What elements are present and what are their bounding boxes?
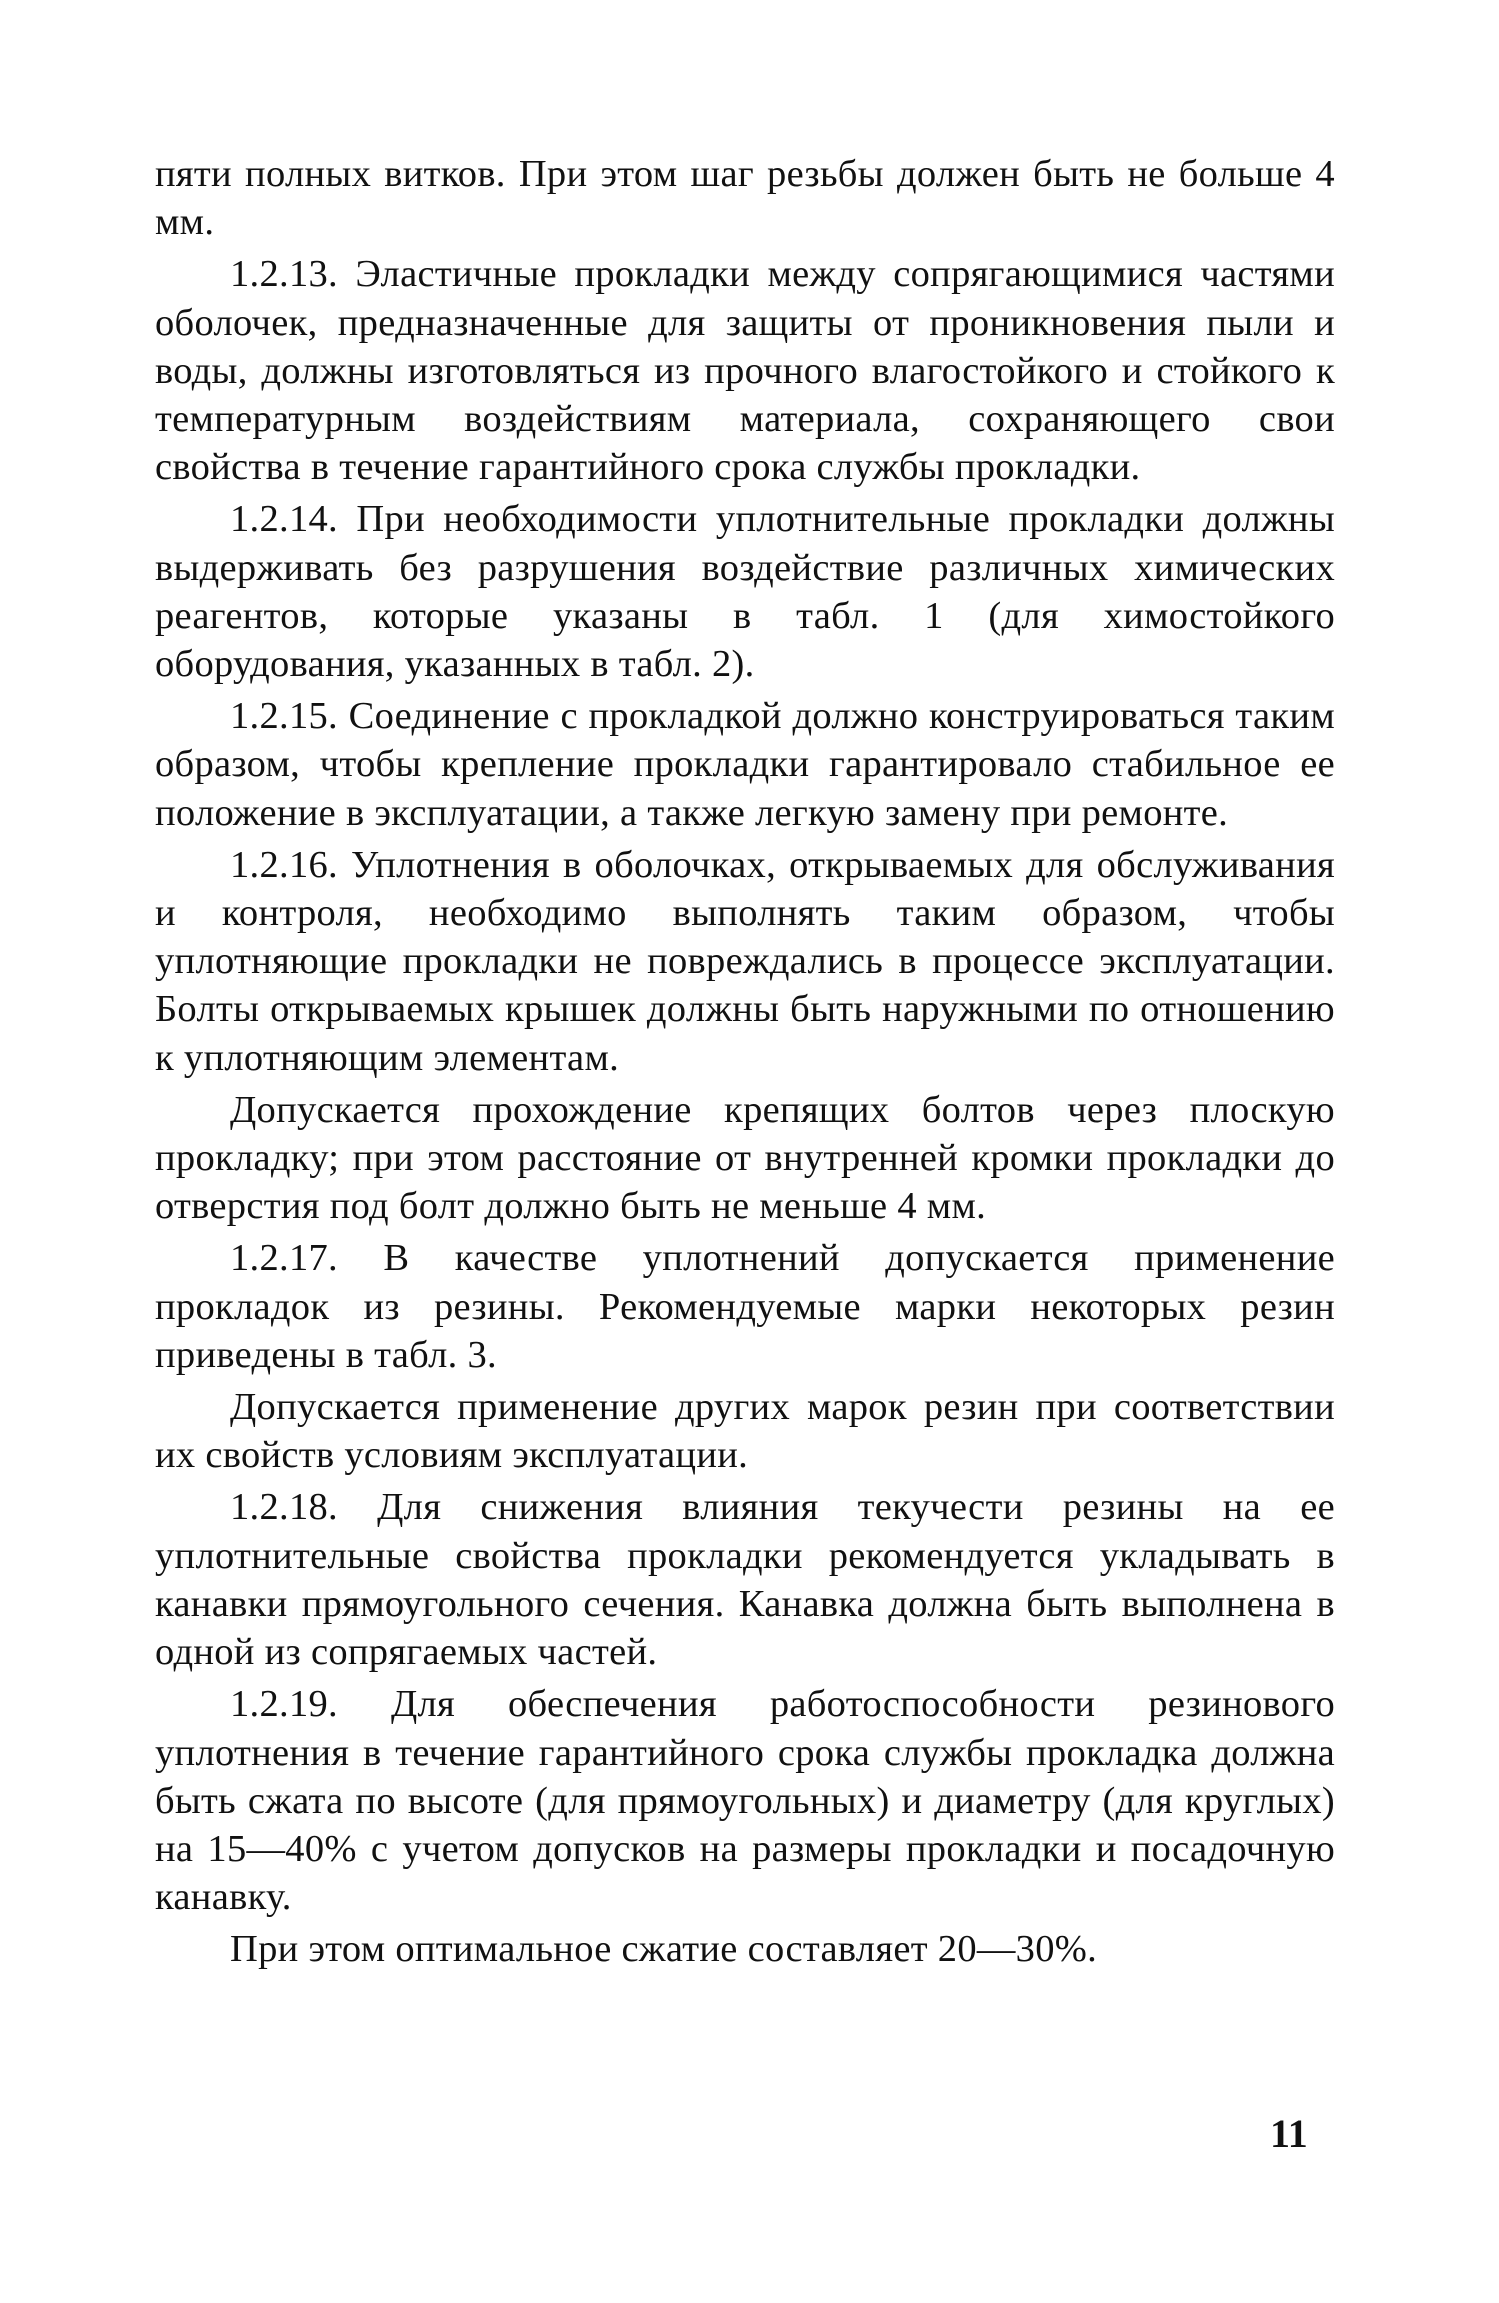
paragraph-1-2-18: 1.2.18. Для снижения влияния текучести резины на ее уплотнительные свойства прокладки рекомендуется укладывать в канавки прямоугольного сечения. Канавка должна быть выполнена в одной из сопрягаемых частей. [155,1486,1335,1674]
paragraph-continuation: пяти полных витков. При этом шаг резьбы должен быть не больше 4 мм. [155,153,1335,244]
paragraph-other-rubbers: Допускается применение других марок резин при соответствии их свойств условиям эксплуатации. [155,1386,1335,1477]
paragraph-1-2-13: 1.2.13. Эластичные прокладки между сопрягающимися частями оболочек, предназначенные для защиты от проникновения пыли и воды, должны изготовляться из прочного влагостойкого и стойкого к температурным воздействиям материала, сохраняющего свои свойства в течение гарантийного срока службы прокладки. [155,253,1335,489]
document-page [155,150,1335,1978]
paragraph-optimal-compression: При этом оптимальное сжатие составляет 20—30%. [230,1928,1098,1971]
paragraph-1-2-15: 1.2.15. Соединение с прокладкой должно конструироваться таким образом, чтобы крепление прокладки гарантировало стабильное ее положение в эксплуатации, а также легкую замену при ремонте. [155,695,1335,834]
paragraph-1-2-14: 1.2.14. При необходимости уплотнительные прокладки должны выдерживать без разрушения воздействие различных химических реагентов, которые указаны в табл. 1 (для химостойкого оборудования, указанных в табл. 2). [155,498,1335,686]
page-number: 11 [1270,2111,1308,2156]
paragraph-1-2-17: 1.2.17. В качестве уплотнений допускается применение прокладок из резины. Рекомендуемые марки некоторых резин приведены в табл. 3. [155,1237,1335,1376]
paragraph-1-2-16: 1.2.16. Уплотнения в оболочках, открываемых для обслуживания и контроля, необходимо выполнять таким образом, чтобы уплотняющие прокладки не повреждались в процессе эксплуатации. Болты открываемых крышек должны быть наружными по отношению к уплотняющим элементам. [155,843,1335,1079]
paragraph-bolts: Допускается прохождение крепящих болтов через плоскую прокладку; при этом расстояние от внутренней кромки прокладки до отверстия под болт должно быть не меньше 4 мм. [155,1088,1335,1228]
paragraph-1-2-19: 1.2.19. Для обеспечения работоспособности резинового уплотнения в течение гарантийного срока службы прокладка должна быть сжата по высоте (для прямоугольных) и диаметру (для круглых) на 15—40% с учетом допусков на размеры прокладки и посадочную канавку. [155,1683,1335,1919]
